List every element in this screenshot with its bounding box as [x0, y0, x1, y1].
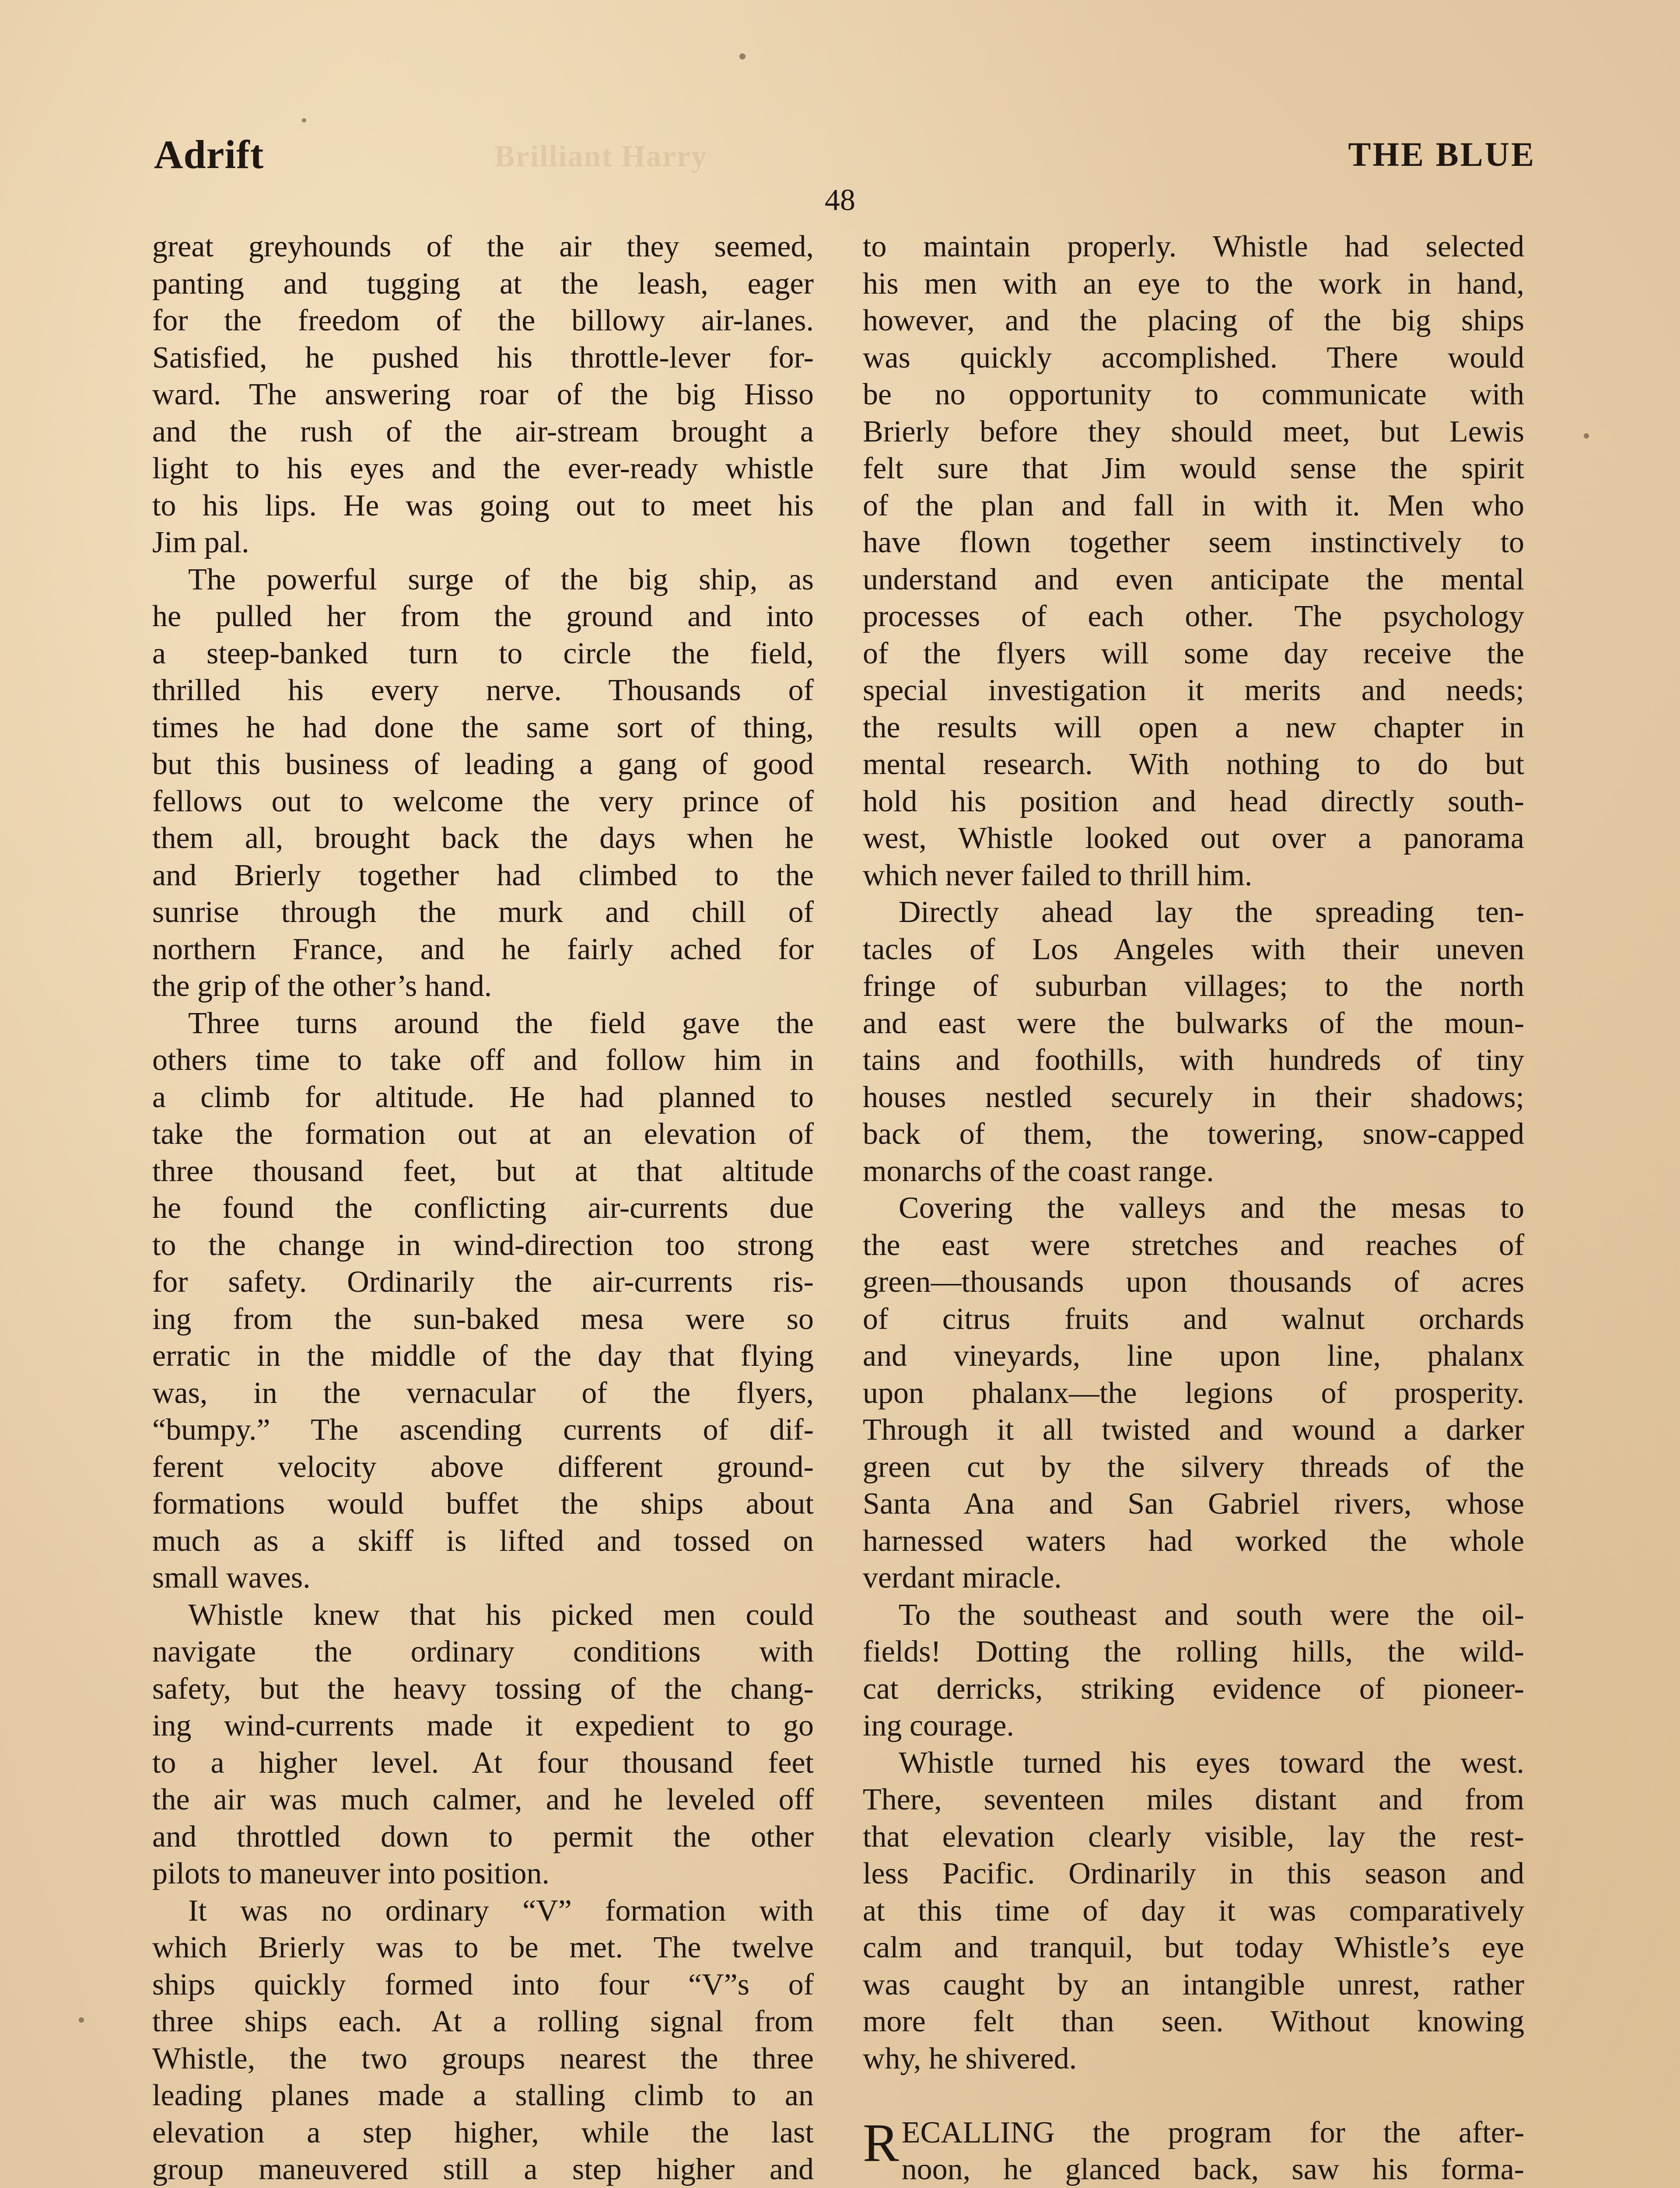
text-line: Three turns around the field gave the [188, 1006, 814, 1040]
text-line: Santa Ana and San Gabriel rivers, whose [863, 1487, 1524, 1521]
section-break [863, 2077, 1524, 2114]
text-line: the air was much calmer, and he leveled off [152, 1783, 814, 1816]
right-column-body [863, 228, 1524, 2077]
text-line: others time to take off and follow him in [152, 1043, 814, 1077]
running-head-title: Adrift [154, 132, 264, 177]
text-line: the grip of the other’s hand. [152, 969, 492, 1003]
text-line: monarchs of the coast range. [863, 1154, 1214, 1188]
text-line: and the rush of the air-stream brought a [152, 414, 814, 449]
drop-cap-letter: R [863, 2112, 899, 2173]
text-line: ships quickly formed into four “V”s of [152, 1967, 814, 2002]
text-line: at this time of day it was comparatively [863, 1893, 1524, 1928]
text-line: Directly ahead lay the spreading ten- [899, 895, 1524, 929]
text-line: of the flyers will some day receive the [863, 636, 1524, 670]
paper-speck [1584, 433, 1589, 438]
text-line: safety, but the heavy tossing of the chang- [152, 1672, 814, 1706]
text-line: his men with an eye to the work in hand, [863, 266, 1524, 301]
text-line: green—thousands upon thousands of acres [863, 1265, 1524, 1299]
text-line: Jim pal. [152, 526, 249, 559]
text-line: for the freedom of the billowy air-lanes. [152, 304, 814, 337]
text-line: cat derricks, striking evidence of pioneer- [863, 1672, 1524, 1706]
text-line: was quickly accomplished. There would [863, 340, 1524, 375]
text-line: tacles of Los Angeles with their uneven [863, 932, 1524, 966]
text-line: harnessed waters had worked the whole [863, 1524, 1524, 1558]
text-line: thrilled his every nerve. Thousands of [152, 673, 814, 707]
text-line: and Brierly together had climbed to the [152, 858, 814, 892]
text-line: calm and tranquil, but today Whistle’s eye [863, 1931, 1524, 1964]
paper-speck [739, 53, 746, 60]
text-line: a steep-banked turn to circle the field, [152, 636, 814, 670]
text-line: formations would buffet the ships about [152, 1487, 814, 1521]
text-line: sunrise through the murk and chill of [152, 895, 814, 929]
text-line: fringe of suburban villages; to the north [863, 969, 1524, 1003]
running-head-magazine: THE BLUE [1348, 135, 1536, 173]
text-line: The powerful surge of the big ship, as [188, 562, 814, 596]
text-line: upon phalanx—the legions of prosperity. [863, 1376, 1524, 1410]
text-line: erratic in the middle of the day that flying [152, 1339, 814, 1373]
text-line: mental research. With nothing to do but [863, 747, 1524, 781]
text-line: “bumpy.” The ascending currents of dif- [152, 1413, 814, 1447]
text-line: fields! Dotting the rolling hills, the wild- [863, 1635, 1524, 1669]
text-line: ward. The answering roar of the big Hisso [152, 378, 814, 411]
text-line: Covering the valleys and the mesas to [899, 1191, 1524, 1225]
text-line: to maintain properly. Whistle had selected [863, 230, 1524, 263]
text-line: felt sure that Jim would sense the spirit [863, 452, 1524, 485]
text-line: understand and even anticipate the mental [863, 562, 1524, 596]
text-line: group maneuvered still a step higher and [152, 2153, 814, 2186]
page-number: 48 [825, 183, 855, 217]
text-line: three thousand feet, but at that altitude [152, 1154, 814, 1188]
text-line: which never failed to thrill him. [863, 858, 1253, 892]
dropcap-paragraph [863, 2114, 1524, 2188]
text-line: three ships each. At a rolling signal from [152, 2005, 814, 2038]
right-text-column [863, 228, 1524, 2188]
text-line: Satisfied, he pushed his throttle-lever for- [152, 340, 814, 375]
text-line: ing from the sun-baked mesa were so [152, 1302, 814, 1336]
text-line: elevation a step higher, while the last [152, 2115, 814, 2149]
text-line: northern France, and he fairly ached for [152, 932, 814, 966]
text-line: panting and tugging at the leash, eager [152, 266, 814, 301]
text-line: more felt than seen. Without knowing [863, 2005, 1524, 2038]
text-line: It was no ordinary “V” formation with [188, 1893, 814, 1928]
text-line: pilots to maneuver into position. [152, 1857, 550, 1890]
text-line: much as a skiff is lifted and tossed on [152, 1524, 814, 1558]
text-line: ing wind-currents made it expedient to go [152, 1709, 814, 1743]
text-line: was caught by an intangible unrest, rather [863, 1967, 1524, 2002]
text-line: noon, he glanced back, saw his forma- [901, 2153, 1524, 2186]
text-line: great greyhounds of the air they seemed, [152, 230, 814, 263]
paper-speck [302, 118, 306, 123]
text-line: be no opportunity to communicate with [863, 378, 1524, 411]
text-line: special investigation it merits and needs; [863, 673, 1524, 707]
text-line: Whistle, the two groups nearest the three [152, 2041, 814, 2076]
text-line: fellows out to welcome the very prince of [152, 784, 814, 818]
text-line: and vineyards, line upon line, phalanx [863, 1339, 1524, 1373]
text-line: Whistle knew that his picked men could [188, 1598, 814, 1632]
text-line: Brierly before they should meet, but Lewis [863, 414, 1524, 449]
text-line: small waves. [152, 1561, 311, 1595]
text-line: to his lips. He was going out to meet his [152, 488, 814, 522]
bleed-through-header: Brilliant Harry [494, 140, 707, 173]
text-line: to a higher level. At four thousand feet [152, 1746, 814, 1780]
text-line: which Brierly was to be met. The twelve [152, 1931, 814, 1964]
text-line: west, Whistle looked out over a panorama [863, 821, 1524, 855]
text-line: was, in the vernacular of the flyers, [152, 1376, 814, 1410]
text-line: the east were stretches and reaches of [863, 1228, 1524, 1262]
text-line: take the formation out at an elevation of [152, 1117, 814, 1151]
text-line: There, seventeen miles distant and from [863, 1783, 1524, 1816]
text-line: however, and the placing of the big ships [863, 304, 1524, 337]
text-line: light to his eyes and the ever-ready whistle [152, 452, 814, 485]
text-line: processes of each other. The psychology [863, 600, 1524, 633]
text-line: houses nestled securely in their shadows; [863, 1080, 1524, 1114]
paper-speck [79, 2017, 84, 2023]
text-line: he pulled her from the ground and into [152, 600, 814, 633]
text-line: but this business of leading a gang of good [152, 747, 814, 781]
text-line: that elevation clearly visible, lay the rest- [863, 1820, 1524, 1854]
text-line: ing courage. [863, 1709, 1014, 1743]
text-line: less Pacific. Ordinarily in this season and [863, 1857, 1524, 1890]
text-line: hold his position and head directly south- [863, 784, 1524, 818]
text-line: have flown together seem instinctively to [863, 526, 1524, 559]
text-line: for safety. Ordinarily the air-currents ris- [152, 1265, 814, 1299]
text-line: To the southeast and south were the oil- [899, 1598, 1524, 1632]
text-line: the results will open a new chapter in [863, 710, 1524, 744]
text-line: verdant miracle. [863, 1561, 1062, 1595]
text-line: navigate the ordinary conditions with [152, 1635, 814, 1669]
text-line: ferent velocity above different ground- [152, 1450, 814, 1484]
text-line: back of them, the towering, snow-capped [863, 1117, 1524, 1151]
text-line: and east were the bulwarks of the moun- [863, 1006, 1524, 1040]
text-line: Through it all twisted and wound a darker [863, 1413, 1524, 1447]
left-text-column [152, 228, 814, 2188]
text-line: of citrus fruits and walnut orchards [863, 1302, 1524, 1336]
text-line: leading planes made a stalling climb to an [152, 2079, 814, 2112]
text-line: he found the conflicting air-currents due [152, 1191, 814, 1225]
text-line: them all, brought back the days when he [152, 821, 814, 855]
text-line: Whistle turned his eyes toward the west. [899, 1746, 1524, 1780]
text-line: a climb for altitude. He had planned to [152, 1080, 814, 1114]
text-line: of the plan and fall in with it. Men who [863, 488, 1524, 522]
text-line: why, he shivered. [863, 2041, 1077, 2076]
text-line: times he had done the same sort of thing, [152, 710, 814, 744]
text-line: tains and foothills, with hundreds of tiny [863, 1043, 1524, 1077]
text-line: and throttled down to permit the other [152, 1820, 814, 1854]
text-line: green cut by the silvery threads of the [863, 1450, 1524, 1484]
text-line: to the change in wind-direction too strong [152, 1228, 814, 1262]
text-line: ECALLING the program for the after- [901, 2115, 1524, 2149]
